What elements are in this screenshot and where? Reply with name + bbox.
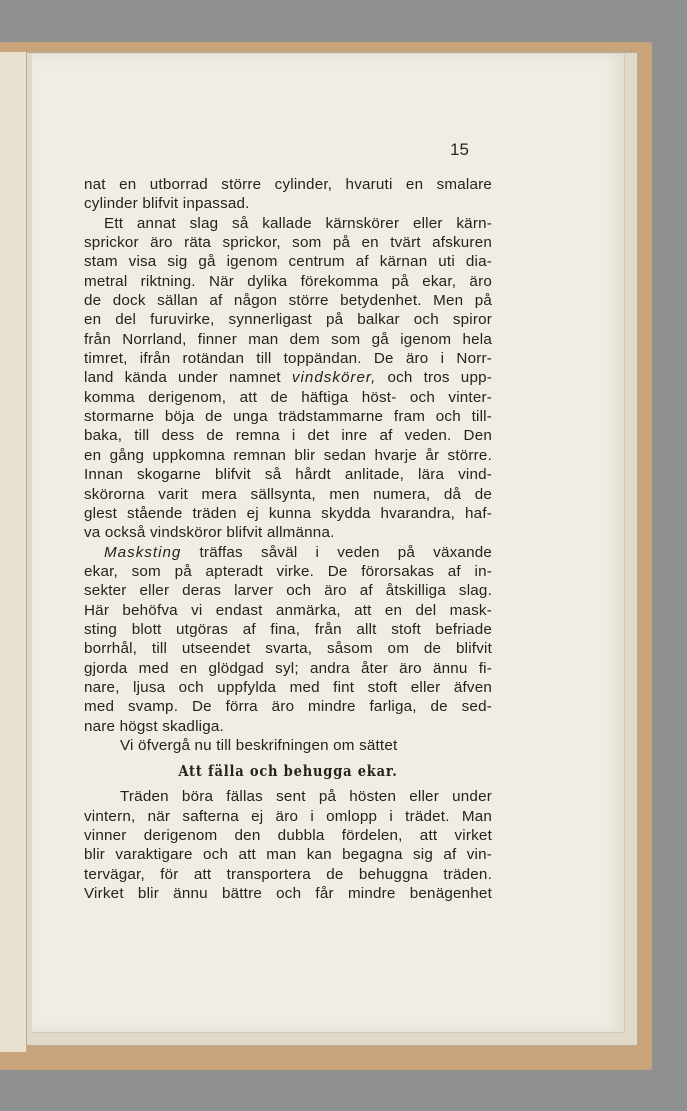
text-line: en gång uppkomna remnan blir sedan hvarje år större. bbox=[84, 446, 492, 464]
text-line: Här behöfva vi endast anmärka, att en del mask- bbox=[84, 601, 492, 619]
text-line: Träden böra fällas sent på hösten eller under bbox=[120, 788, 492, 806]
term-vindskorer: vindskörer, bbox=[291, 369, 377, 387]
text-line: ekar, som på apteradt virke. De förorsakas af in- bbox=[84, 562, 492, 580]
text-line: tervägar, för att transportera de behuggna träden. bbox=[84, 865, 492, 883]
text-line-vindskorer bbox=[84, 368, 492, 387]
text-line: timret, ifrån rotändan till toppändan. De äro i Norr- bbox=[84, 350, 492, 368]
section-heading: Att fälla och behugga ekar. bbox=[178, 763, 398, 781]
page-number: 15 bbox=[450, 140, 469, 159]
text-line: sekter eller deras larver och äro af åtskilliga slag. bbox=[84, 582, 492, 600]
text-line: va också vindsköror blifvit allmänna. bbox=[84, 524, 335, 542]
text-line-masksting bbox=[84, 543, 492, 562]
text-line: cylinder blifvit inpassad. bbox=[84, 195, 250, 213]
text-line: metral riktning. När dylika förekomma på ekar, äro bbox=[84, 272, 492, 290]
text-line: sting blott utgöras af fina, från allt stoft befriade bbox=[84, 620, 492, 638]
text-line: borrhål, till utseendet svarta, såsom om de blifvit bbox=[84, 640, 492, 658]
text-line: vinner derigenom den dubbla fördelen, att virket bbox=[84, 827, 492, 844]
text-line: skörorna varit mera sällsynta, men numera, då de bbox=[84, 485, 492, 503]
text-fragment: land kända under namnet bbox=[84, 369, 281, 387]
text-line: nare, ljusa och uppfylda med fint stoft eller äfven bbox=[84, 678, 492, 696]
text-line: Innan skogarne blifvit så hårdt anlitade, lära vind- bbox=[84, 466, 492, 484]
left-page-edge bbox=[0, 52, 27, 1052]
text-fragment: och tros upp- bbox=[387, 369, 492, 387]
text-line: Virket blir ännu bättre och får mindre benägenhet bbox=[84, 885, 492, 903]
text-line: nat en utborrad större cylinder, hvaruti en smalare bbox=[84, 176, 492, 193]
text-line: sprickor äro räta sprickor, som på en tvärt afskuren bbox=[84, 234, 492, 252]
text-line: med svamp. De förra äro mindre farliga, de sed- bbox=[84, 698, 492, 716]
text-line: stormarne böja de unga trädstammarne fram och till- bbox=[84, 408, 492, 426]
text-line: komma derigenom, att de häftiga höst- och vinter- bbox=[84, 388, 492, 406]
term-masksting: Masksting bbox=[104, 543, 182, 561]
text-line: de dock sällan af någon större betydenhet. Men på bbox=[84, 292, 492, 310]
text-line: gjorda med en glödgad syl; andra åter äro ännu fi- bbox=[84, 659, 492, 677]
text-line: Ett annat slag så kallade kärnskörer eller kärn- bbox=[104, 214, 492, 232]
text-line: baka, till dess de remna i det inre af veden. Den bbox=[84, 427, 492, 445]
text-line: stam visa sig gå igenom centrum af kärnan uti dia- bbox=[84, 253, 492, 271]
text-line: från Norrland, finner man dem som gå igenom hela bbox=[84, 330, 492, 348]
text-line: nare högst skadliga. bbox=[84, 717, 224, 735]
text-line: en del furuvirke, synnerligast på balkar och spiror bbox=[84, 311, 492, 329]
body-text bbox=[84, 175, 492, 903]
text-line: glest stående träden ej kunna skydda hvarandra, haf- bbox=[84, 504, 492, 522]
text-line: vintern, när safterna ej äro i omlopp i trädet. Man bbox=[84, 807, 492, 825]
text-line: Vi öfvergå nu till beskrifningen om sättet bbox=[120, 736, 398, 754]
text-line: blir varaktigare och att man kan begagna sig af vin- bbox=[84, 846, 492, 864]
text-fragment: träffas såväl i veden på växande bbox=[199, 543, 493, 561]
